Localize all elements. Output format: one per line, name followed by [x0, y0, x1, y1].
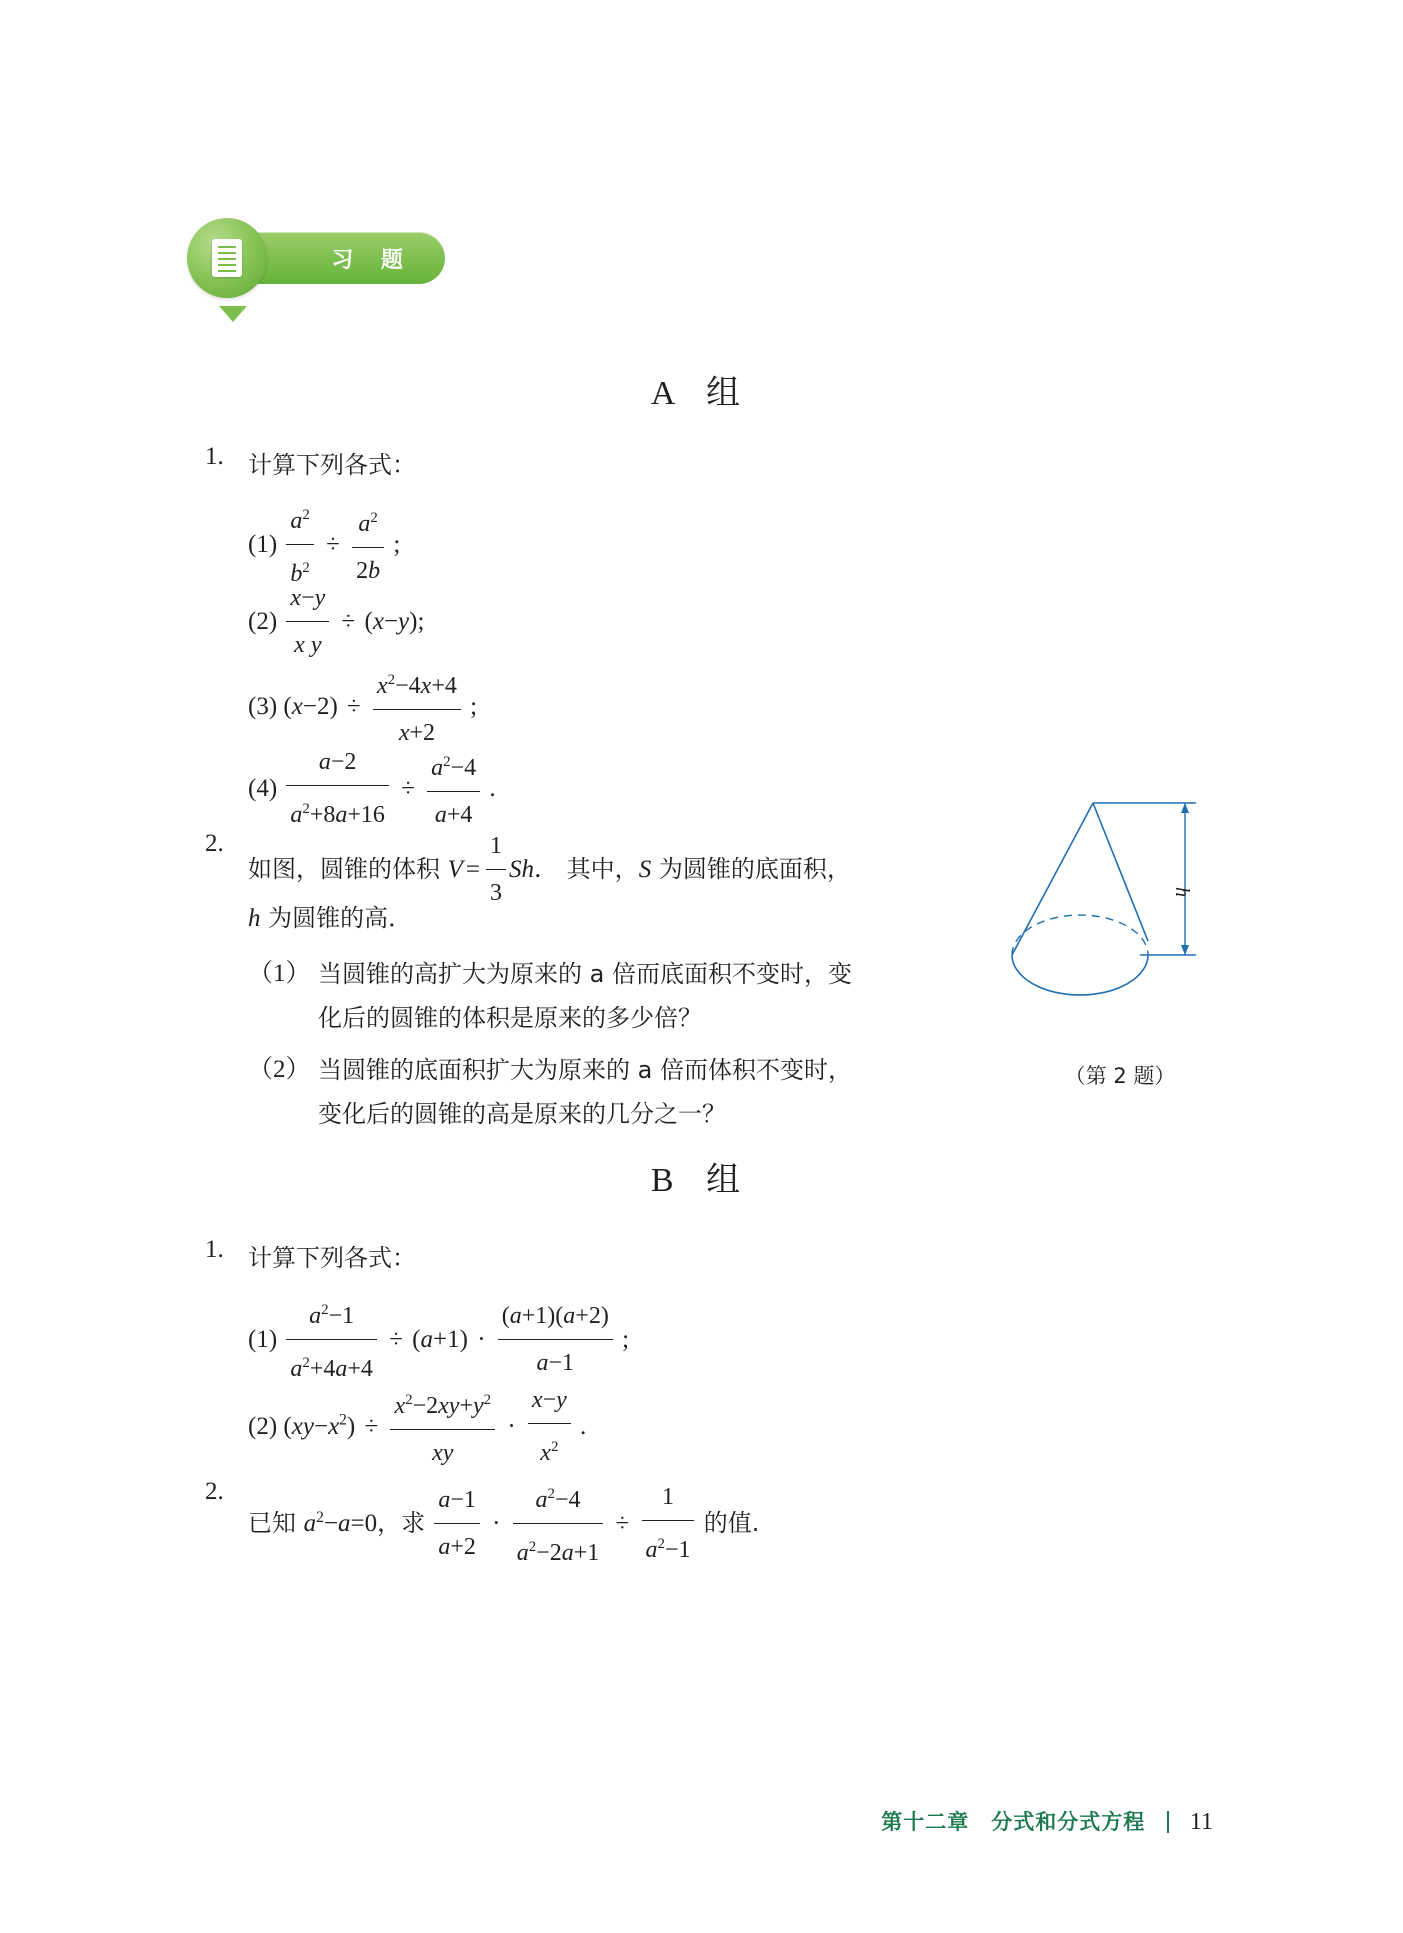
a-q1-item2-expr: $\frac{x-y}{\text{x y}}$ ÷ (x−y); [283, 578, 424, 669]
a-q2-item2-line2: 变化后的圆锥的高是原来的几分之一？ [318, 1100, 726, 1128]
a-q1-item4-label: (4) [248, 775, 278, 803]
a-q2-item1-line2: 化后的圆锥的体积是原来的多少倍？ [318, 1004, 702, 1032]
a-q1-item3-label: (3) [248, 693, 278, 721]
a-q2-item1-line1: 当圆锥的高扩大为原来的 a 倍而底面积不变时，变 [318, 960, 852, 988]
a-q1-number: 1. [205, 443, 224, 470]
group-title-b: B 组 [650, 1162, 753, 1199]
exercise-badge [205, 232, 445, 284]
a-q1-item2 [248, 578, 424, 669]
notebook-icon-page [212, 239, 242, 277]
b-q2-number: 2. [205, 1478, 224, 1505]
group-title-a: A 组 [650, 375, 753, 412]
a-q1-item4 [248, 742, 496, 839]
footer-page-number: 11 [1189, 1809, 1213, 1835]
a-q1-stem: 计算下列各式： [248, 451, 416, 479]
a-q2-item1 [248, 952, 311, 996]
b-q2-text: 已知 $a^2-a=0$，求 $\frac{a-1}{a+2}$ · $\frac{a^2-4}{a^2-2a+1}$ ÷ $\frac{1}{a^2-1}$ 的值. [248, 1474, 759, 1577]
b-q1-item2-expr: $(xy-x^2)$ ÷ $\frac{x^2-2xy+y^2}{xy}$ · $\frac{x-y}{x^2}$ . [283, 1380, 586, 1477]
b-q1-item2 [248, 1380, 586, 1477]
figure-caption: （第 2 题） [1064, 1064, 1176, 1088]
a-q2-number: 2. [205, 830, 224, 857]
badge-tail [219, 306, 247, 322]
a-q1-item1-label: (1) [248, 531, 278, 559]
b-q1-number: 1. [205, 1236, 224, 1263]
a-q2-item2-line1: 当圆锥的底面积扩大为原来的 a 倍而体积不变时， [318, 1056, 852, 1084]
a-q2-stem-line1: 如图，圆锥的体积 V = $\frac{1}{3}$ Sh． 其中，S 为圆锥的底面积， [248, 826, 851, 917]
page-footer [0, 1806, 1403, 1836]
a-q2-item1-label: （1） [248, 960, 311, 987]
a-q2-item2 [248, 1048, 311, 1092]
b-q1-item2-label: (2) [248, 1413, 278, 1441]
b-q1-item1-label: (1) [248, 1326, 278, 1354]
b-q2-expr: $\frac{a-1}{a+2}$ · $\frac{a^2-4}{a^2-2a+1}$ ÷ $\frac{1}{a^2-1}$ [431, 1474, 697, 1577]
footer-chapter: 第十二章 分式和分式方程 [881, 1810, 1146, 1834]
cone-figure [1000, 795, 1230, 1065]
a-q1-item4-expr: $\frac{a-2}{a^2+8a+16}$ ÷ $\frac{a^2-4}{a+4}$ . [283, 742, 495, 839]
b-q1-item1-expr: $\frac{a^2-1}{a^2+4a+4}$ ÷ (a+1) · $\frac{(a+1)(a+2)}{a-1}$ ; [283, 1290, 629, 1393]
a-q2-stem-line2: h 为圆锥的高． [248, 904, 413, 932]
a-q1-item3-expr: (x−2) ÷ $\frac{x^2-4x+4}{x+2}$ ; [283, 660, 477, 757]
cone-figure-svg [1000, 795, 1230, 1065]
badge-label: 习 题 [331, 247, 413, 273]
a-q1-item1-expr: $\frac{a^2}{b^2}$ ÷ $\frac{a^2}{2b}$ ; [283, 495, 400, 598]
a-q1-item2-label: (2) [248, 608, 278, 636]
footer-divider [1167, 1811, 1169, 1833]
notebook-icon [187, 218, 267, 298]
b-q1-stem: 计算下列各式： [248, 1244, 416, 1272]
a-q2-item2-label: （2） [248, 1056, 311, 1083]
cone-height-label: h [1171, 887, 1193, 897]
